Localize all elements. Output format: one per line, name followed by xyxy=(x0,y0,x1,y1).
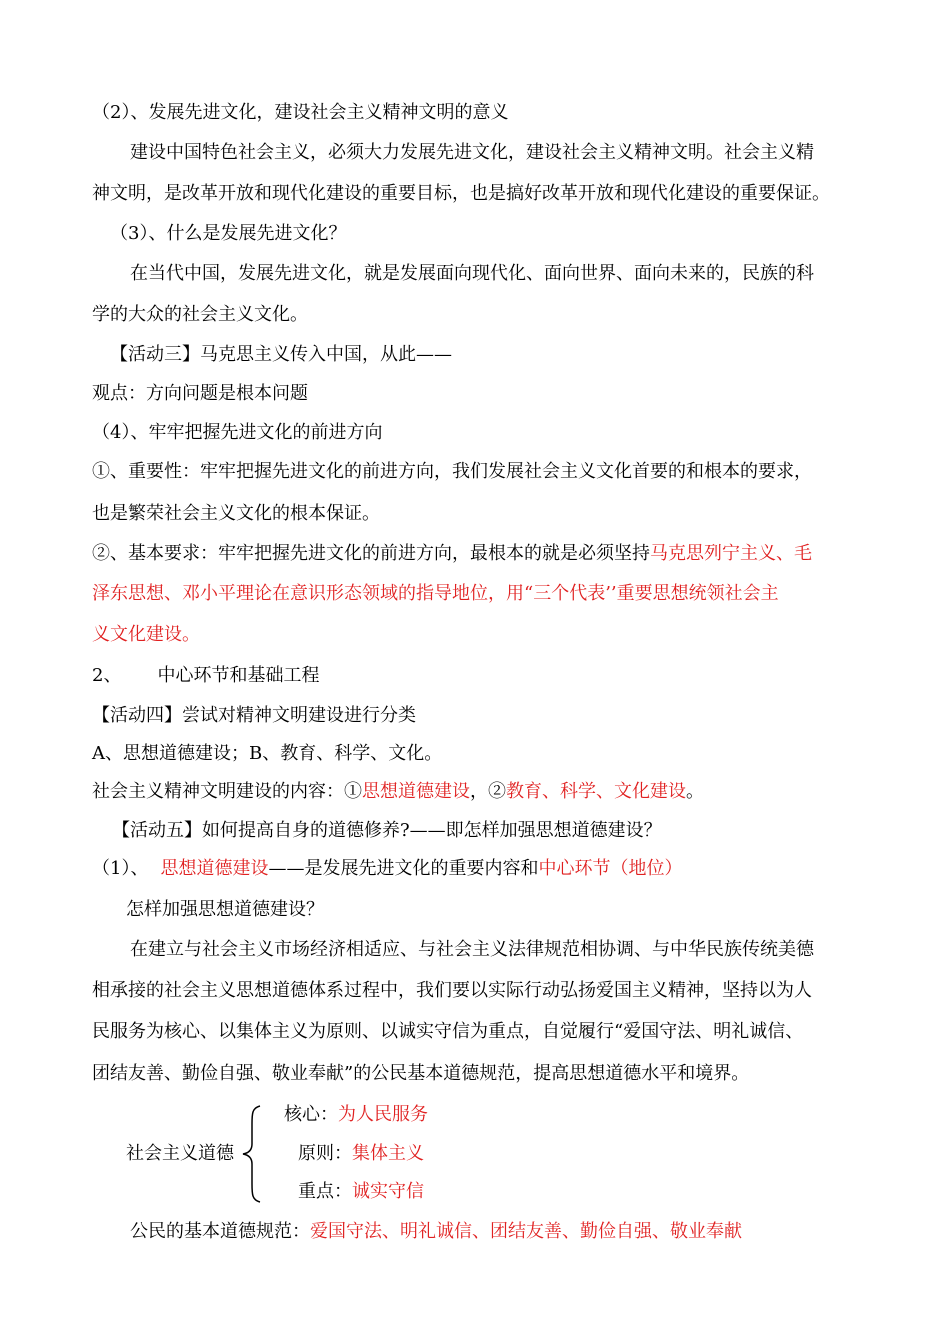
classification-line: A、思想道德建设；B、教育、科学、文化。 xyxy=(92,743,443,764)
highlight-text: 教育、科学、文化建设 xyxy=(506,781,686,802)
norms-value: 爱国守法、明礼诚信、团结友善、勤俭自强、敬业奉献 xyxy=(310,1221,742,1242)
curly-brace-icon xyxy=(240,1104,264,1204)
text: ——是发展先进文化的重要内容和 xyxy=(268,858,539,879)
question-line: 怎样加强思想道德建设？ xyxy=(126,899,324,920)
paragraph-line: 在当代中国，发展先进文化，就是发展面向现代化、面向世界、面向未来的，民族的科 xyxy=(130,263,814,284)
highlight-line: 义文化建设。 xyxy=(92,624,200,645)
activity-three: 【活动三】马克思主义传入中国，从此—— xyxy=(110,344,452,365)
core-value: 为人民服务 xyxy=(338,1104,428,1125)
heading-moral-construction xyxy=(92,857,682,881)
highlight-text: 中心环节（地位） xyxy=(538,858,683,879)
highlight-text: 思想道德建设 xyxy=(362,781,470,802)
text: 。 xyxy=(686,781,704,802)
highlight-line: 泽东思想、邓小平理论在意识形态领域的指导地位，用“三个代表’’重要思想统领社会主 xyxy=(92,583,779,604)
paragraph-line: 民服务为核心、以集体主义为原则、以诚实守信为重点，自觉履行“爱国守法、明礼诚信、 xyxy=(92,1021,804,1042)
text: 社会主义精神文明建设的内容：① xyxy=(92,781,362,802)
paragraph-line: 在建立与社会主义市场经济相适应、与社会主义法律规范相协调、与中华民族传统美德 xyxy=(130,939,814,960)
core-label: 核心： xyxy=(284,1104,338,1125)
focus-label: 重点： xyxy=(298,1181,352,1202)
norms-row xyxy=(130,1220,742,1244)
heading-what-is: （3）、什么是发展先进文化？ xyxy=(110,223,347,244)
paragraph-line: 相承接的社会主义思想道德体系过程中，我们要以实际行动弘扬爱国主义精神，坚持以为人 xyxy=(92,980,812,1001)
activity-four: 【活动四】尝试对精神文明建设进行分类 xyxy=(92,705,416,726)
content-line xyxy=(92,780,704,804)
text: ②、基本要求：牢牢把握先进文化的前进方向，最根本的就是必须坚持 xyxy=(92,543,650,564)
requirements-line xyxy=(92,542,812,566)
heading-significance: （2）、发展先进文化，建设社会主义精神文明的意义 xyxy=(92,102,509,123)
paragraph-line: 学的大众的社会主义文化。 xyxy=(92,304,308,325)
moral-label: 社会主义道德 xyxy=(126,1143,234,1164)
section-title: 中心环节和基础工程 xyxy=(157,665,320,686)
highlight-text: 马克思列宁主义、毛 xyxy=(650,543,812,564)
activity-five: 【活动五】如何提高自身的道德修养?——即怎样加强思想道德建设？ xyxy=(112,820,662,841)
focus-value: 诚实守信 xyxy=(352,1181,424,1202)
section-number: 2、 xyxy=(92,665,122,686)
heading-direction: （4）、牢牢把握先进文化的前进方向 xyxy=(92,422,383,443)
importance-line: ①、重要性：牢牢把握先进文化的前进方向，我们发展社会主义文化首要的和根本的要求， xyxy=(92,461,812,482)
norms-label: 公民的基本道德规范： xyxy=(130,1221,310,1242)
paragraph-line: 神文明，是改革开放和现代化建设的重要目标，也是搞好改革开放和现代化建设的重要保证。 xyxy=(92,183,830,204)
paragraph-line: 也是繁荣社会主义文化的根本保证。 xyxy=(92,503,380,524)
focus-row xyxy=(298,1180,424,1204)
highlight-text: 思想道德建设 xyxy=(160,858,269,879)
core-row xyxy=(284,1103,428,1127)
section-heading-2 xyxy=(92,664,319,688)
principle-value: 集体主义 xyxy=(352,1143,424,1164)
principle-row xyxy=(298,1142,424,1166)
principle-label: 原则： xyxy=(298,1143,352,1164)
paragraph-line: 团结友善、勤俭自强、敬业奉献”的公民基本道德规范，提高思想道德水平和境界。 xyxy=(92,1063,750,1084)
text: （1）、 xyxy=(92,858,149,879)
viewpoint-line: 观点：方向问题是根本问题 xyxy=(92,383,308,404)
text: ，② xyxy=(470,781,506,802)
paragraph-line: 建设中国特色社会主义，必须大力发展先进文化，建设社会主义精神文明。社会主义精 xyxy=(130,142,814,163)
